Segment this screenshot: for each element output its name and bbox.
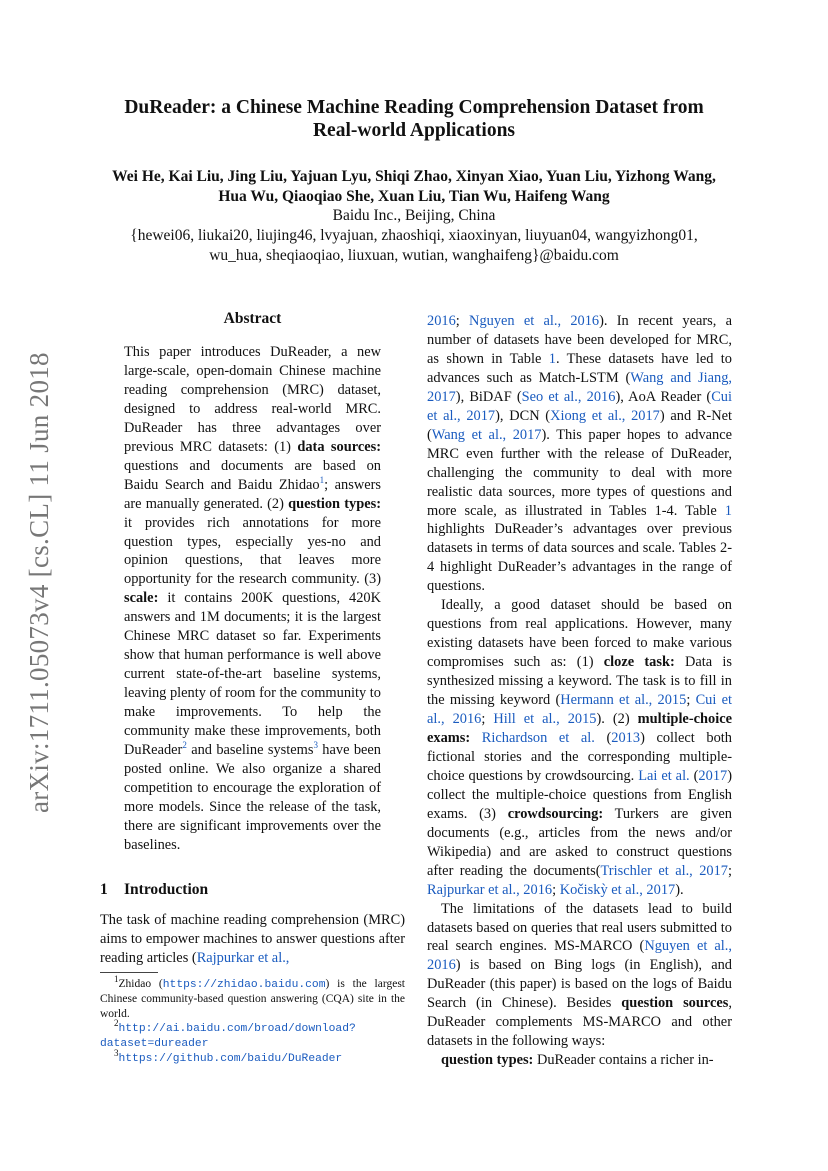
- body-text: , DuReader complements MS-MARCO and other datasets in the following ways:: [427, 995, 732, 1050]
- footnote-link[interactable]: dataset=dureader: [100, 1038, 209, 1051]
- footnote-text: Zhidao (: [118, 978, 163, 990]
- body-text: ) collect the multiple-choice questions from English exams. (3): [427, 767, 732, 822]
- body-text: (: [689, 767, 699, 784]
- body-text: ). In recent years, a number of datasets have been developed for MRC, as shown in Table: [427, 313, 733, 367]
- citation-link[interactable]: 2017: [698, 767, 728, 784]
- citation-link[interactable]: Nguyen et al., 2016: [427, 938, 732, 974]
- footnote-2: [100, 1018, 405, 1052]
- citation-link[interactable]: Trischler et al., 2017: [600, 862, 728, 879]
- abstract-bold: question types:: [288, 495, 381, 512]
- abstract-text: ; answers are manually generated. (2): [124, 476, 382, 512]
- bold-term: cloze task:: [603, 654, 675, 671]
- section-number: 1: [100, 881, 108, 898]
- body-text: DuReader contains a richer in-: [533, 1052, 714, 1069]
- body-text: ) collect both fictional stories and the corresponding multiple-choice questions by crowdsourcing.: [427, 729, 732, 784]
- citation-link[interactable]: Rajpurkar et al., 2016: [427, 881, 553, 898]
- citation-link[interactable]: Lai et al.: [638, 767, 690, 784]
- body-text: ), DCN (: [495, 407, 551, 424]
- footnote-3: [100, 1048, 405, 1066]
- citation-link[interactable]: Hill et al., 2015: [493, 711, 597, 728]
- citation-link[interactable]: 2016: [427, 313, 456, 329]
- body-text: (: [594, 729, 612, 746]
- body-text: The task of machine reading comprehension (MRC) aims to empower machines to answer questions after reading articles (: [100, 912, 405, 966]
- authors-line-1: Wei He, Kai Liu, Jing Liu, Yajuan Lyu, Shiqi Zhao, Xinyan Xiao, Yuan Liu, Yizhong Wang,: [112, 168, 716, 185]
- body-text: ). (2): [596, 711, 638, 728]
- section-heading: [100, 881, 208, 899]
- body-text: Ideally, a good dataset should be based on questions from real applications. However, many existing datasets have been forced to make various compromises such as: (1): [427, 597, 732, 671]
- citation-link[interactable]: Hermann et al., 2015: [560, 692, 687, 709]
- body-text: ;: [481, 711, 494, 728]
- bold-term: question types:: [441, 1052, 534, 1069]
- footnotes: [100, 974, 406, 1067]
- paragraph: [427, 596, 732, 899]
- affiliation: Baidu Inc., Beijing, China: [332, 207, 496, 224]
- bold-term: multiple-choice exams:: [427, 711, 732, 746]
- citation-link[interactable]: Cui et al., 2016: [427, 692, 732, 728]
- footnote-link[interactable]: https://zhidao.baidu.com: [162, 979, 326, 991]
- intro-paragraph: [100, 911, 405, 968]
- citation-link[interactable]: 2013: [611, 729, 641, 746]
- abstract-text: and baseline systems: [186, 742, 314, 759]
- footnote-1: [100, 974, 406, 1021]
- body-text: ;: [686, 692, 696, 709]
- body-text: ).: [675, 881, 684, 898]
- paper-title: [80, 96, 748, 142]
- section-title: Introduction: [124, 881, 209, 898]
- body-text: [470, 730, 482, 746]
- body-text: ), AoA Reader (: [615, 388, 712, 405]
- body-text: ;: [727, 862, 732, 879]
- paragraph: [427, 1051, 732, 1070]
- citation-link[interactable]: Cui et al., 2017: [427, 388, 732, 424]
- body-text: ) is based on Bing logs (in English), and DuReader (this paper) is based on the logs of Baidu Search (in Chinese). Besides: [427, 957, 732, 1012]
- title-line-2: Real-world Applications: [312, 120, 516, 141]
- citation-link[interactable]: Rajpurkar et al.,: [196, 949, 290, 966]
- bold-term: question sources: [621, 995, 729, 1012]
- body-text: ) and R-Net (: [427, 407, 732, 443]
- body-text: ). This paper hopes to advance MRC even further with the release of DuReader, challenging the community to deal with more realistic data sources, more types of questions and more scale, as illustrated in Tables 1-4. Table: [427, 426, 733, 519]
- abstract-body: [124, 343, 381, 855]
- abstract-text: have been posted online. We also organize a shared competition to encourage the exploration of more models. Since the release of the task, there are significant improvements over the baselines.: [124, 742, 381, 853]
- body-text: Data is synthesized missing a keyword. The task is to fill in the missing keyword (: [427, 654, 732, 709]
- citation-link[interactable]: 1: [724, 502, 732, 519]
- bold-term: crowdsourcing:: [507, 805, 604, 822]
- footnote-link[interactable]: http://ai.baidu.com/broad/download?: [118, 1022, 356, 1035]
- abstract-heading: Abstract: [223, 310, 282, 327]
- title-line-1: DuReader: a Chinese Machine Reading Comprehension Dataset from: [124, 97, 704, 118]
- body-text: ;: [455, 313, 470, 329]
- body-text: highlights DuReader’s advantages over previous datasets in terms of data sources and scale. Tables 2-4 highlight DuReader’s advantages in the range of questions.: [427, 521, 732, 595]
- body-text: ), BiDAF (: [455, 388, 522, 405]
- citation-link[interactable]: Wang and Jiang, 2017: [427, 369, 732, 405]
- footnote-number: 3: [114, 1048, 119, 1059]
- abstract-text: it provides rich annotations for more question types, especially yes-no and opinion questions, that leaves more opportunity for the research community. (3): [124, 514, 381, 588]
- author-list: [80, 167, 748, 206]
- right-column: [427, 312, 732, 1070]
- abstract-text: it contains 200K questions, 420K answers and 1M documents; it is the largest Chinese MRC dataset so far. Experiments show that human performance is well above current state-of-the-art baseline systems, leaving plenty of room for the community to make improvements. To help the community make these improvements, both DuReader: [124, 590, 381, 759]
- footnote-rule: [100, 972, 158, 973]
- citation-link[interactable]: Kočiskỳ et al., 2017: [559, 881, 676, 898]
- email-list: [80, 226, 748, 265]
- footnote-link[interactable]: https://github.com/baidu/DuReader: [118, 1053, 343, 1066]
- citation-link[interactable]: 1: [548, 350, 556, 367]
- body-text: . These datasets have led to advances such as Match-LSTM (: [427, 350, 732, 386]
- abstract-bold: data sources:: [297, 438, 381, 455]
- footnote-number: 2: [114, 1018, 119, 1029]
- emails-line-1: {hewei06, liukai20, liujing46, lvyajuan, zhaoshiqi, xiaoxinyan, liuyuan04, wangyizhong01,: [130, 227, 698, 244]
- footnote-ref[interactable]: 3: [313, 740, 318, 751]
- footnote-text: ) is the largest Chinese community-based question answering (CQA) site in the world.: [100, 978, 406, 1020]
- arxiv-identifier: arXiv:1711.05073v4 [cs.CL] 11 Jun 2018: [24, 352, 54, 813]
- paragraph: [427, 312, 732, 596]
- citation-link[interactable]: Richardson et al.: [481, 729, 595, 746]
- body-text: The limitations of the datasets lead to build datasets based on queries that real users submitted to real search engines. MS-MARCO (: [427, 900, 732, 955]
- body-text: Turkers are given documents (e.g., articles from the news and/or Wikipedia) and are asked to construct questions after reading the documents(: [427, 805, 732, 879]
- body-text: ;: [552, 881, 560, 898]
- citation-link[interactable]: Seo et al., 2016: [521, 388, 616, 405]
- citation-link[interactable]: Xiong et al., 2017: [550, 407, 660, 424]
- citation-link[interactable]: Nguyen et al., 2016: [469, 313, 600, 329]
- citation-link[interactable]: Wang et al., 2017: [431, 426, 542, 443]
- abstract-text: This paper introduces DuReader, a new large-scale, open-domain Chinese machine reading comprehension (MRC) dataset, designed to address real-world MRC. DuReader has three advantages over previous MRC datasets: (1): [124, 344, 381, 455]
- footnote-number: 1: [114, 974, 119, 985]
- emails-line-2: wu_hua, sheqiaoqiao, liuxuan, wutian, wanghaifeng}@baidu.com: [209, 246, 619, 264]
- authors-line-2: Hua Wu, Qiaoqiao She, Xuan Liu, Tian Wu, Haifeng Wang: [218, 187, 610, 205]
- abstract-bold: scale:: [124, 590, 159, 607]
- footnote-ref[interactable]: 1: [319, 474, 325, 485]
- abstract-text: questions and documents are based on Baidu Search and Baidu Zhidao: [124, 457, 381, 493]
- paragraph: [427, 900, 732, 1052]
- footnote-ref[interactable]: 2: [182, 740, 187, 751]
